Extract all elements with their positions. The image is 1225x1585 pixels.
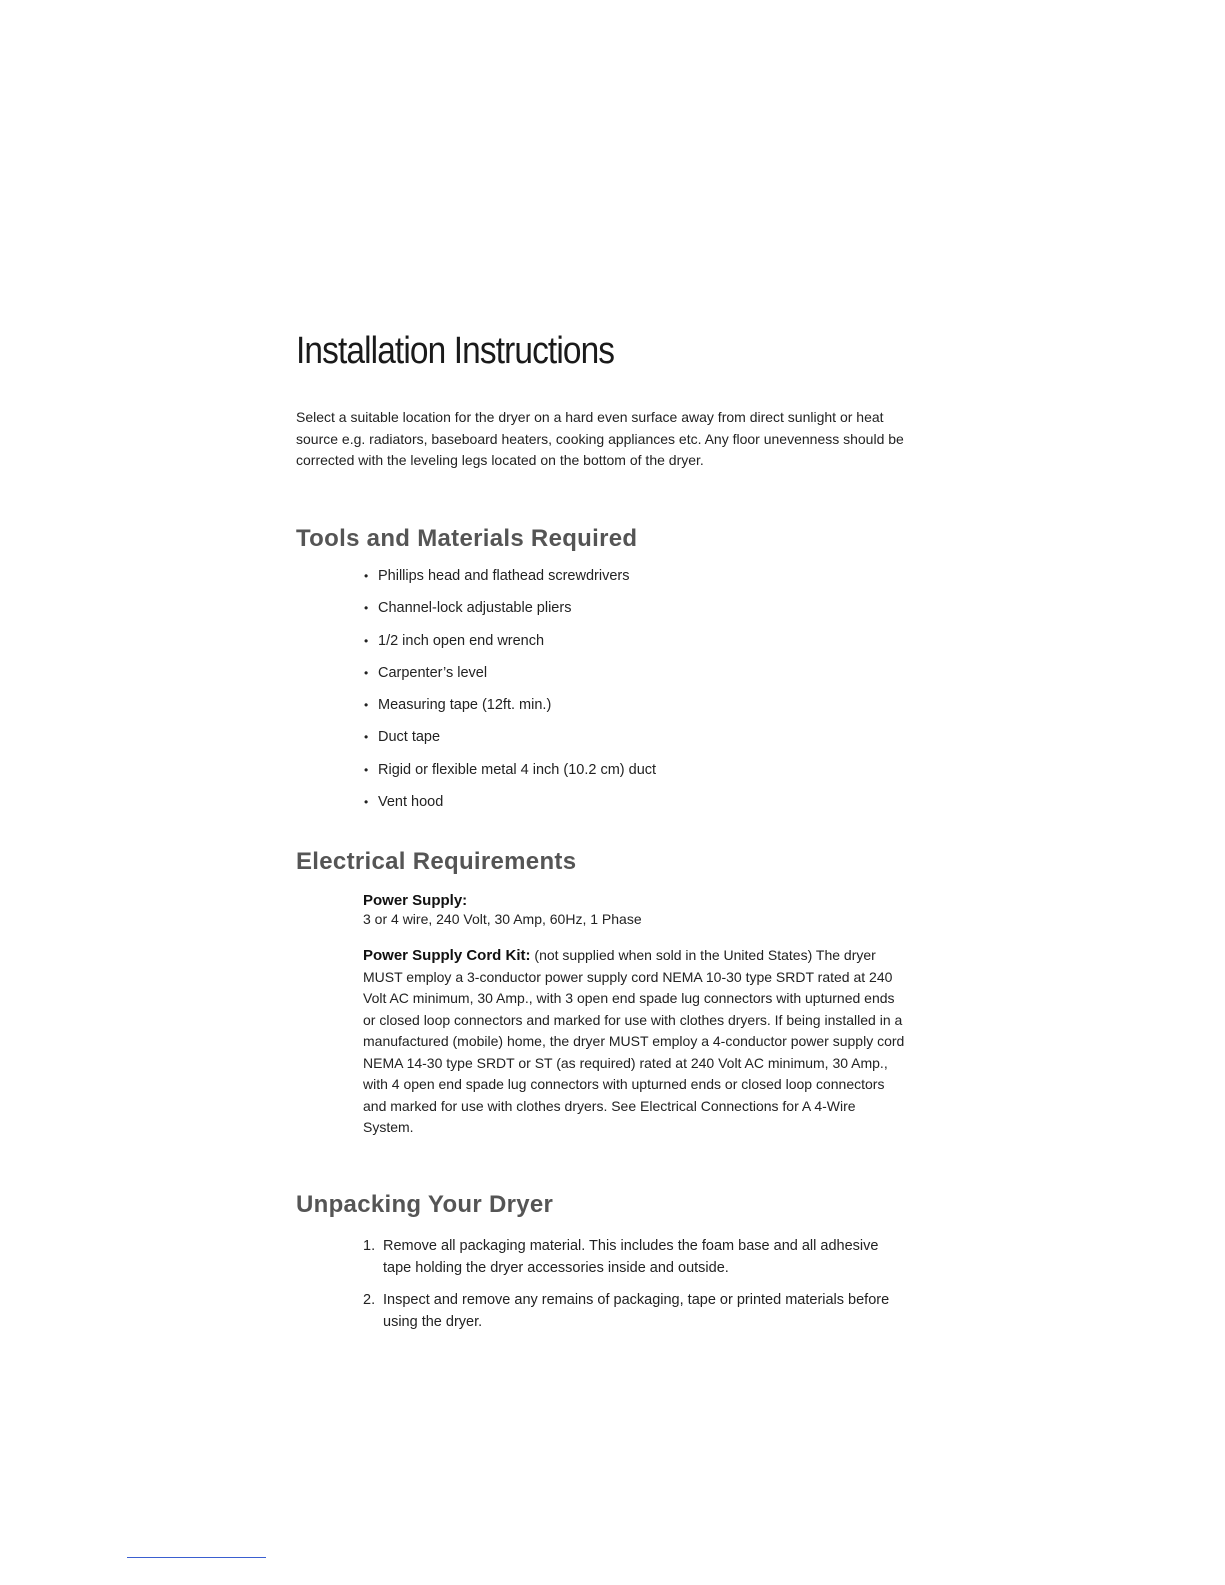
cord-kit-label: Power Supply Cord Kit: [363, 947, 531, 964]
intro-paragraph: Select a suitable location for the dryer on a hard even surface away from direct sunlight or heat source e.g. radiators, baseboard heaters, cooking appliances etc. Any floor unevenness should be corrected with the leveling legs located on the bottom of the dryer. [296, 409, 904, 469]
bullet-icon: • [364, 633, 369, 648]
cord-kit-text: The dryer MUST employ a 3-conductor power supply cord NEMA 10-30 type SRDT rated at 240 Volt AC minimum, 30 Amp., with 3 open end spade lug connectors with upturned ends or closed loop connectors and marked for use with clothes dryers. If being installed in a manufactured (mobile) home, the dryer MUST employ a 4-conductor power supply cord NEMA 14-30 type SRDT or ST (as required) rated at 240 Volt AC minimum, 30 Amp., with 4 open end spade lug connectors with upturned ends or closed loop connectors and marked for use with clothes dryers. See Electrical Connections for A 4-Wire System. [363, 947, 905, 1135]
list-item: • 1/2 inch open end wrench [364, 632, 545, 649]
list-item: • Rigid or flexible metal 4 inch (10.2 cm) duct [364, 761, 657, 778]
bullet-icon: • [364, 601, 369, 616]
list-item: • Channel-lock adjustable pliers [364, 600, 572, 617]
bullet-icon: • [364, 762, 369, 777]
bullet-icon: • [364, 569, 369, 583]
tools-list [364, 568, 656, 826]
unpacking-steps [363, 1236, 903, 1344]
list-item: • Measuring tape (12ft. min.) [364, 697, 552, 714]
page-title: Installation Instructions [296, 330, 615, 372]
footnote-divider [127, 1557, 266, 1558]
bullet-icon: • [364, 795, 369, 810]
list-item: • Phillips head and flathead screwdrivers [364, 568, 630, 584]
power-supply-label: Power Supply: [363, 892, 468, 909]
bullet-icon: • [364, 730, 369, 745]
list-item: 1. Remove all packaging material. This includes the foam base and all adhesive tape holding the dryer accessories inside and outside. [363, 1238, 879, 1276]
bullet-icon: • [364, 698, 369, 713]
tools-heading: Tools and Materials Required [296, 525, 638, 552]
bullet-icon: • [364, 665, 369, 680]
list-item: 2. Inspect and remove any remains of packaging, tape or printed materials before using the dryer. [363, 1292, 890, 1330]
electrical-heading: Electrical Requirements [296, 848, 577, 875]
cord-kit-note: (not supplied when sold in the United States) [534, 947, 813, 963]
cord-kit-block [363, 945, 908, 1139]
list-item: • Carpenter’s level [364, 664, 488, 681]
unpacking-heading: Unpacking Your Dryer [296, 1191, 554, 1218]
list-item: • Duct tape [364, 729, 441, 746]
power-supply-text: 3 or 4 wire, 240 Volt, 30 Amp, 60Hz, 1 Phase [363, 911, 642, 927]
power-supply-block [363, 892, 908, 931]
list-item: • Vent hood [364, 794, 444, 811]
